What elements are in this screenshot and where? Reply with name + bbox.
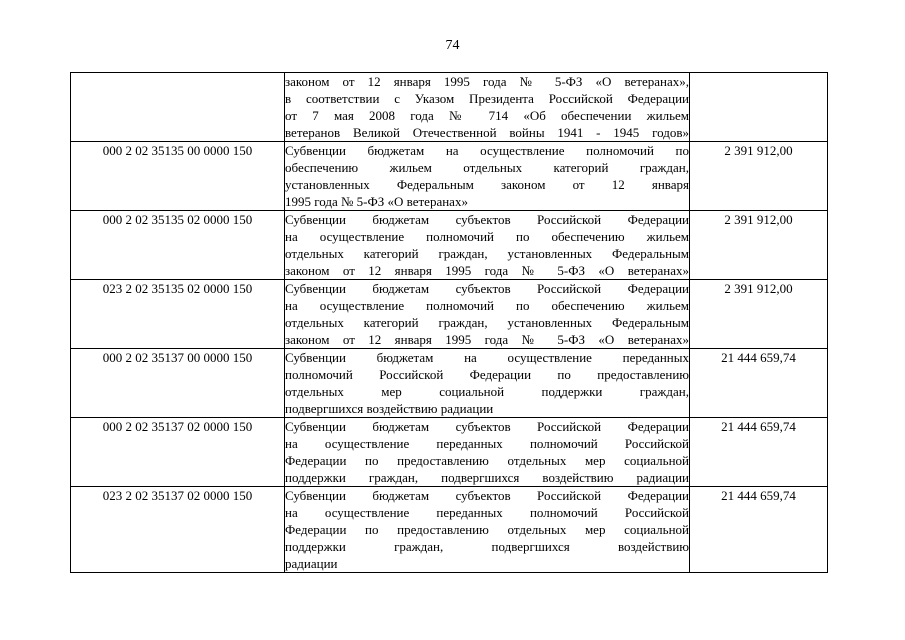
description-cell [285, 418, 690, 487]
description-cell [285, 211, 690, 280]
description-cell [285, 142, 690, 211]
table-row [71, 349, 828, 418]
description-line: установленных Федеральным законом от 12 января [285, 177, 689, 192]
description-line: Субвенции бюджетам субъектов Российской Федерации [285, 419, 689, 434]
table-row [71, 211, 828, 280]
description-line: подвергшихся воздействию радиации [285, 401, 494, 416]
description-line: радиации [285, 556, 338, 571]
description-line: Субвенции бюджетам субъектов Российской Федерации [285, 212, 689, 227]
description-cell [285, 73, 690, 142]
description-line: ветеранов Великой Отечественной войны 1941 - 1945 годов» [285, 125, 689, 140]
budget-code-cell: 000 2 02 35135 00 0000 150 [71, 142, 285, 211]
amount-cell [690, 73, 828, 142]
budget-code-cell: 023 2 02 35137 02 0000 150 [71, 487, 285, 573]
description-line: на осуществление переданных полномочий Российской [285, 436, 689, 451]
description-line: Федерации по предоставлению отдельных мер социальной [285, 522, 689, 537]
table-row [71, 73, 828, 142]
description-cell [285, 280, 690, 349]
description-line: в соответствии с Указом Президента Российской Федерации [285, 91, 689, 106]
amount-cell: 21 444 659,74 [690, 487, 828, 573]
description-line: от 7 мая 2008 года № 714 «Об обеспечении жильем [285, 108, 689, 123]
description-line: на осуществление полномочий по обеспечению жильем [285, 229, 689, 244]
amount-cell: 21 444 659,74 [690, 349, 828, 418]
page-number: 74 [445, 38, 460, 53]
description-line: отдельных мер социальной поддержки граждан, [285, 384, 689, 399]
description-line: обеспечению жильем отдельных категорий граждан, [285, 160, 689, 175]
description-line: Субвенции бюджетам на осуществление переданных [285, 350, 689, 365]
budget-table [70, 72, 828, 573]
description-line: законом от 12 января 1995 года № 5-ФЗ «О ветеранах» [285, 263, 689, 278]
description-line: на осуществление переданных полномочий Российской [285, 505, 689, 520]
description-cell [285, 487, 690, 573]
description-line: 1995 года № 5-ФЗ «О ветеранах» [285, 194, 468, 209]
description-line: Федерации по предоставлению отдельных мер социальной [285, 453, 689, 468]
description-cell [285, 349, 690, 418]
budget-code-cell: 000 2 02 35137 02 0000 150 [71, 418, 285, 487]
description-line: на осуществление полномочий по обеспечению жильем [285, 298, 689, 313]
table-row [71, 487, 828, 573]
table-row [71, 280, 828, 349]
table-body [71, 73, 828, 573]
description-line: отдельных категорий граждан, установленных Федеральным [285, 315, 689, 330]
description-line: законом от 12 января 1995 года № 5-ФЗ «О ветеранах» [285, 332, 689, 347]
description-line: Субвенции бюджетам субъектов Российской Федерации [285, 488, 689, 503]
description-line: законом от 12 января 1995 года № 5-ФЗ «О ветеранах», [285, 74, 689, 89]
description-line: полномочий Российской Федерации по предоставлению [285, 367, 689, 382]
budget-code-cell: 000 2 02 35135 02 0000 150 [71, 211, 285, 280]
amount-cell: 21 444 659,74 [690, 418, 828, 487]
amount-cell: 2 391 912,00 [690, 211, 828, 280]
table-row [71, 418, 828, 487]
budget-code-cell: 023 2 02 35135 02 0000 150 [71, 280, 285, 349]
budget-code-cell [71, 73, 285, 142]
description-line: Субвенции бюджетам субъектов Российской Федерации [285, 281, 689, 296]
description-line: Субвенции бюджетам на осуществление полномочий по [285, 143, 689, 158]
amount-cell: 2 391 912,00 [690, 280, 828, 349]
description-line: отдельных категорий граждан, установленных Федеральным [285, 246, 689, 261]
table-row [71, 142, 828, 211]
description-line: поддержки граждан, подвергшихся воздействию радиации [285, 470, 689, 485]
amount-cell: 2 391 912,00 [690, 142, 828, 211]
budget-code-cell: 000 2 02 35137 00 0000 150 [71, 349, 285, 418]
description-line: поддержки граждан, подвергшихся воздействию [285, 539, 689, 554]
